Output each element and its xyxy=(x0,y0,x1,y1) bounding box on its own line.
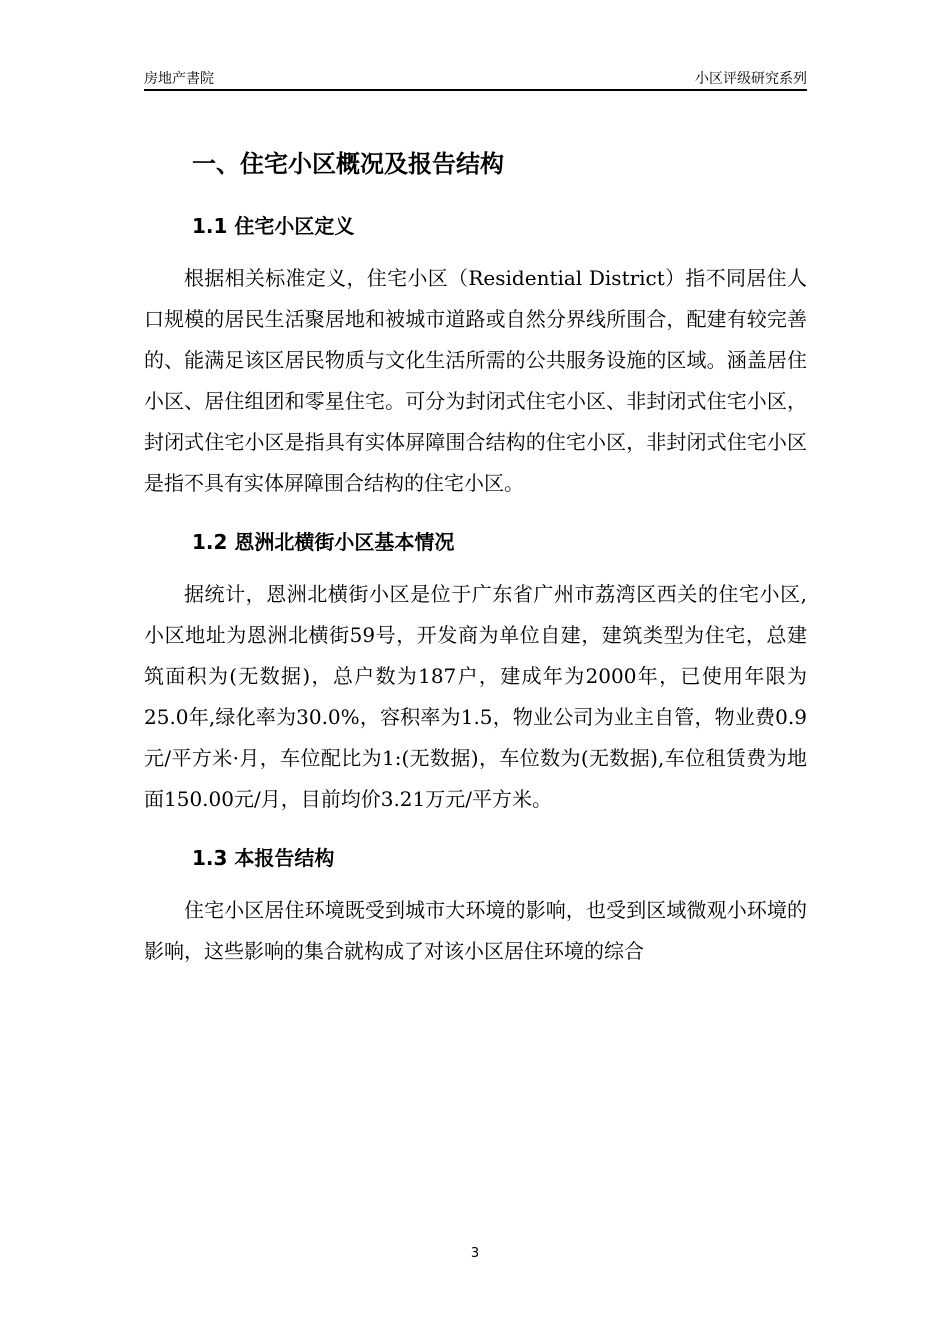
document-body xyxy=(144,140,807,972)
section-paragraph-1-3: 住宅小区居住环境既受到城市大环境的影响，也受到区域微观小环境的影响，这些影响的集合就构成了对该小区居住环境的综合 xyxy=(144,898,807,963)
section-paragraph-1-1: 根据相关标准定义，住宅小区（Residential District）指不同居住人口规模的居民生活聚居地和被城市道路或自然分界线所围合，配建有较完善的、能满足该区居民物质与文化生活所需的公共服务设施的区域。涵盖居住小区、居住组团和零星住宅。可分为封闭式住宅小区、非封闭式住宅小区，封闭式住宅小区是指具有实体屏障围合结构的住宅小区，非封闭式住宅小区是指不具有实体屏障围合结构的住宅小区。 xyxy=(144,266,807,495)
header-divider xyxy=(144,89,807,91)
header-left-text: 房地产書院 xyxy=(144,71,214,87)
section-heading-1-3: 1.3 本报告结构 xyxy=(192,846,335,870)
page-header xyxy=(144,66,807,90)
chapter-title: 一、住宅小区概况及报告结构 xyxy=(192,150,504,178)
section-heading-1-1: 1.1 住宅小区定义 xyxy=(192,214,355,238)
page-number: 3 xyxy=(470,1246,480,1261)
header-right-text: 小区评级研究系列 xyxy=(695,71,807,87)
section-paragraph-1-2: 据统计，恩洲北横街小区是位于广东省广州市荔湾区西关的住宅小区,小区地址为恩洲北横街59号，开发商为单位自建，建筑类型为住宅，总建筑面积为(无数据)，总户数为187户，建成年为2000年，已使用年限为25.0年,绿化率为30.0%，容积率为1.5，物业公司为业主自管，物业费0.9元/平方米·月，车位配比为1:(无数据)，车位数为(无数据),车位租赁费为地面150.00元/月，目前均价3.21万元/平方米。 xyxy=(144,582,807,811)
section-heading-1-2: 1.2 恩洲北横街小区基本情况 xyxy=(192,530,455,554)
